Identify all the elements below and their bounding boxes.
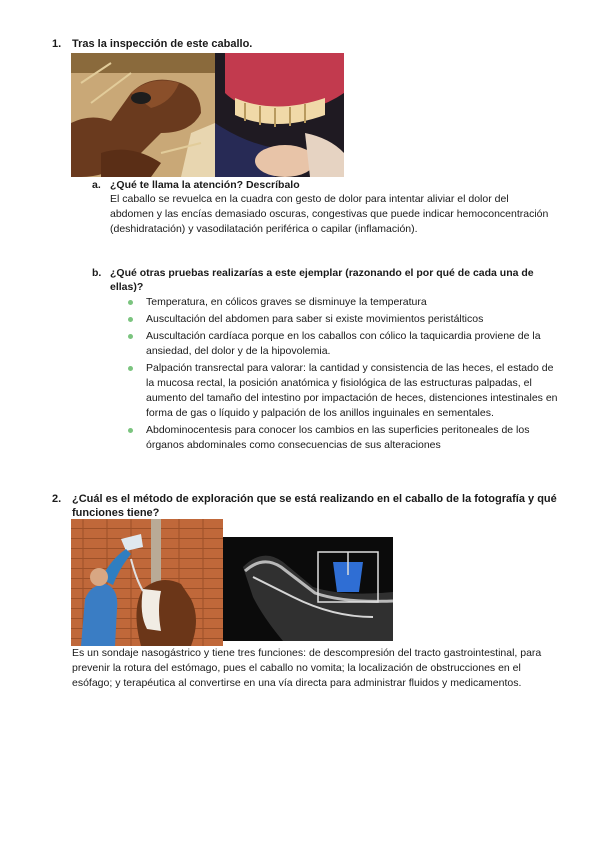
bullet-icon: [128, 366, 133, 371]
sub-b-label: b.: [92, 267, 102, 279]
sub-a-answer: El caballo se revuelca en la cuadra con gesto de dolor para intentar aliviar el dolor del abdomen y las encías demasiado oscuras, congestivas que puede indicar hemoconcentración (deshidratación) y vasodilatación periférica o capilar (inflamación).: [110, 193, 549, 235]
sub-a-question: ¿Qué te llama la atención? Descríbalo: [110, 179, 300, 191]
list-item: [128, 361, 563, 421]
gums-photo: [215, 53, 344, 177]
sub-a-label: a.: [92, 179, 101, 191]
question-2-text: ¿Cuál es el método de exploración que se está realizando en el caballo de la fotografía y qué funciones tiene?: [72, 493, 557, 519]
tube-diagram-photo: [223, 537, 393, 641]
nasogastric-tube-photo: [71, 519, 223, 646]
question-2-number: 2.: [52, 493, 62, 505]
list-item-text: Temperatura, en cólicos graves se disminuye la temperatura: [146, 296, 427, 308]
tests-list: [128, 295, 563, 455]
rolling-horse-photo: [71, 53, 215, 177]
question-1-text: Tras la inspección de este caballo.: [72, 38, 253, 50]
list-item: [128, 295, 563, 310]
question-1-number: 1.: [52, 38, 62, 50]
list-item-text: Abdominocentesis para conocer los cambios en las superficies peritoneales de los órganos abdominales como consecuencias de sus alteraciones: [146, 424, 530, 451]
bullet-icon: [128, 428, 133, 433]
bullet-icon: [128, 334, 133, 339]
list-item: [128, 312, 563, 327]
bullet-icon: [128, 317, 133, 322]
question-2-answer: Es un sondaje nasogástrico y tiene tres funciones: de descompresión del tracto gastrointestinal, para prevenir la rotura del estómago, pues el caballo no vomita; la localización de obstrucciones en el esófago; y terapéutica al convertirse en una vía directa para administrar fluidos y medicamentos.: [72, 647, 542, 689]
sub-b-question: ¿Qué otras pruebas realizarías a este ejemplar (razonando el por qué de cada una de ellas)?: [110, 267, 534, 293]
list-item-text: Auscultación cardíaca porque en los caballos con cólico la taquicardia proviene de la ansiedad, del dolor y de la hipovolemia.: [146, 330, 541, 357]
list-item-text: Auscultación del abdomen para saber si existe movimientos peristálticos: [146, 313, 484, 325]
list-item: [128, 329, 563, 359]
list-item-text: Palpación transrectal para valorar: la cantidad y consistencia de las heces, el estado de la mucosa rectal, la posición anatómica y fisiológica de las estructuras palpadas, el aumento del tamaño del intestino por impactación de heces, distenciones intestinales en forma de gas o líquido y palpación de los anillos inguinales en sementales.: [146, 362, 558, 419]
list-item: [128, 423, 563, 453]
bullet-icon: [128, 300, 133, 305]
